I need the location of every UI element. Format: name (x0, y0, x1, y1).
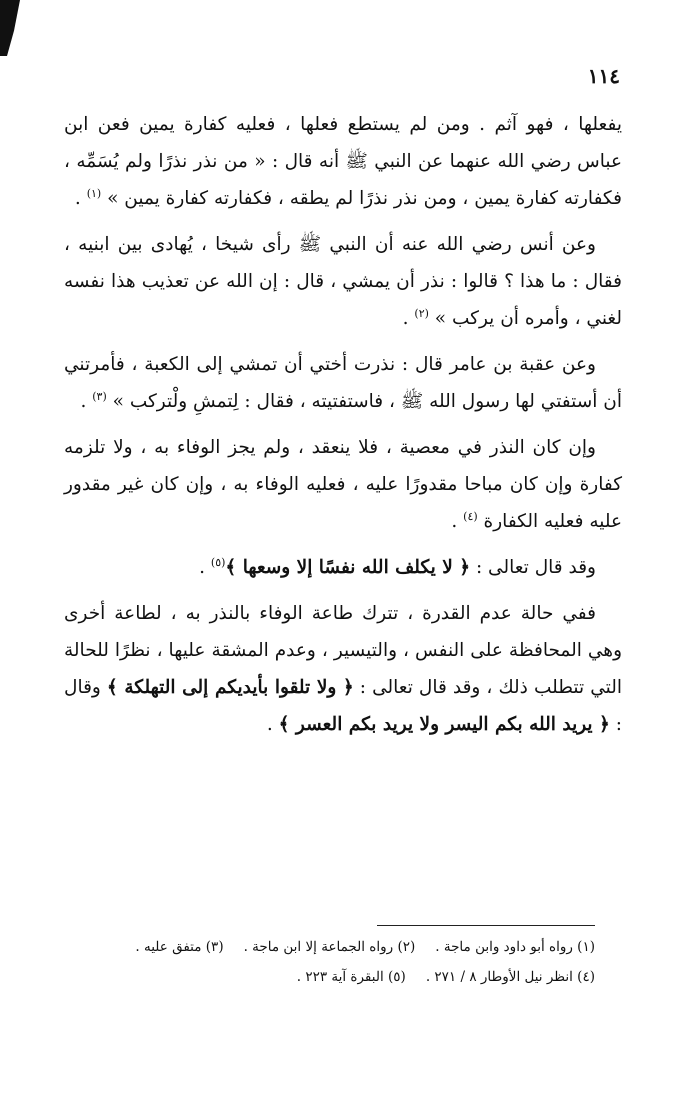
paragraph-text: . (266, 714, 279, 735)
footnote-item: (٣) متفق عليه . (135, 939, 224, 955)
paragraph-text: وقال : (64, 677, 622, 735)
footnote-item: (٥) البقرة آية ٢٢٣ . (296, 969, 406, 985)
page-corner-mark (0, 0, 20, 56)
paragraph-text: . (80, 391, 93, 412)
paragraph-text: وعن عقبة بن عامر قال : نذرت أختي أن تمشي إلى الكعبة ، فأمرتني أن أستفتي لها رسول الله ﷺ ، فاستفتيته ، فقال : لِتمشِ ولْتركب » (64, 354, 622, 412)
footnote-row (75, 962, 595, 992)
paragraph (64, 346, 622, 420)
quran-verse: ﴿ يريد الله بكم اليسر ولا يريد بكم العسر ﴾ (278, 714, 610, 735)
quran-verse: ﴿ ولا تلقوا بأيديكم إلى التهلكة ﴾ (106, 677, 354, 698)
footnote-item: (٤) انظر نيل الأوطار ٨ / ٢٧١ . (425, 969, 595, 985)
page-number: ١١٤ (587, 64, 620, 88)
quran-verse: ﴿ لا يكلف الله نفسًا إلا وسعها ﴾ (225, 557, 471, 578)
paragraph-text: . (74, 188, 87, 209)
footnote-divider (377, 925, 595, 926)
footnote-reference: (٥) (210, 555, 226, 569)
paragraph-text: ففي حالة عدم القدرة ، تترك طاعة الوفاء بالنذر به ، لطاعة أخرى وهي المحافظة على النفس ، والتيسير ، وعدم المشقة عليها ، نظرًا للحالة التي تتطلب ذلك ، وقد قال تعالى : (64, 603, 622, 698)
paragraph (64, 595, 622, 743)
paragraph-text: وعن أنس رضي الله عنه أن النبي ﷺ رأى شيخا ، يُهادى بين ابنيه ، فقال : ما هذا ؟ قالوا : نذر أن يمشي ، قال : إن الله عن تعذيب هذا نفسه لغني ، وأمره أن يركب » (64, 234, 622, 329)
paragraph-text: وقد قال تعالى : (470, 557, 596, 578)
paragraph-text: . (199, 557, 211, 578)
paragraph-text: . (451, 511, 464, 532)
footnote-reference: (٤) (463, 509, 478, 523)
paragraph (64, 226, 622, 337)
paragraph (64, 429, 622, 540)
paragraph-text: وإن كان النذر في معصية ، فلا ينعقد ، ولم يجز الوفاء به ، ولا تلزمه كفارة وإن كان مباحا مقدورًا عليه ، فعليه الوفاء به ، وإن كان غير مقدور عليه فعليه الكفارة (64, 437, 622, 532)
paragraph-text: يفعلها ، فهو آثم . ومن لم يستطع فعلها ، فعليه كفارة يمين فعن ابن عباس رضي الله عنهما عن النبي ﷺ أنه قال : « من نذر نذرًا ولم يُسَمِّه ، فكفارته كفارة يمين ، ومن نذر نذرًا لم يطقه ، فكفارته كفارة يمين » (64, 114, 622, 209)
footnote-reference: (٢) (414, 306, 429, 320)
footnote-reference: (١) (86, 186, 102, 200)
paragraph (64, 549, 622, 586)
footnote-item: (١) رواه أبو داود وابن ماجة . (435, 939, 595, 955)
paragraph (64, 106, 622, 217)
footnotes (75, 932, 595, 992)
paragraph-text: . (402, 308, 415, 329)
footnote-row (75, 932, 595, 962)
footnote-item: (٢) رواه الجماعة إلا ابن ماجة . (243, 939, 416, 955)
footnote-reference: (٣) (92, 389, 107, 403)
body-text (64, 106, 622, 752)
